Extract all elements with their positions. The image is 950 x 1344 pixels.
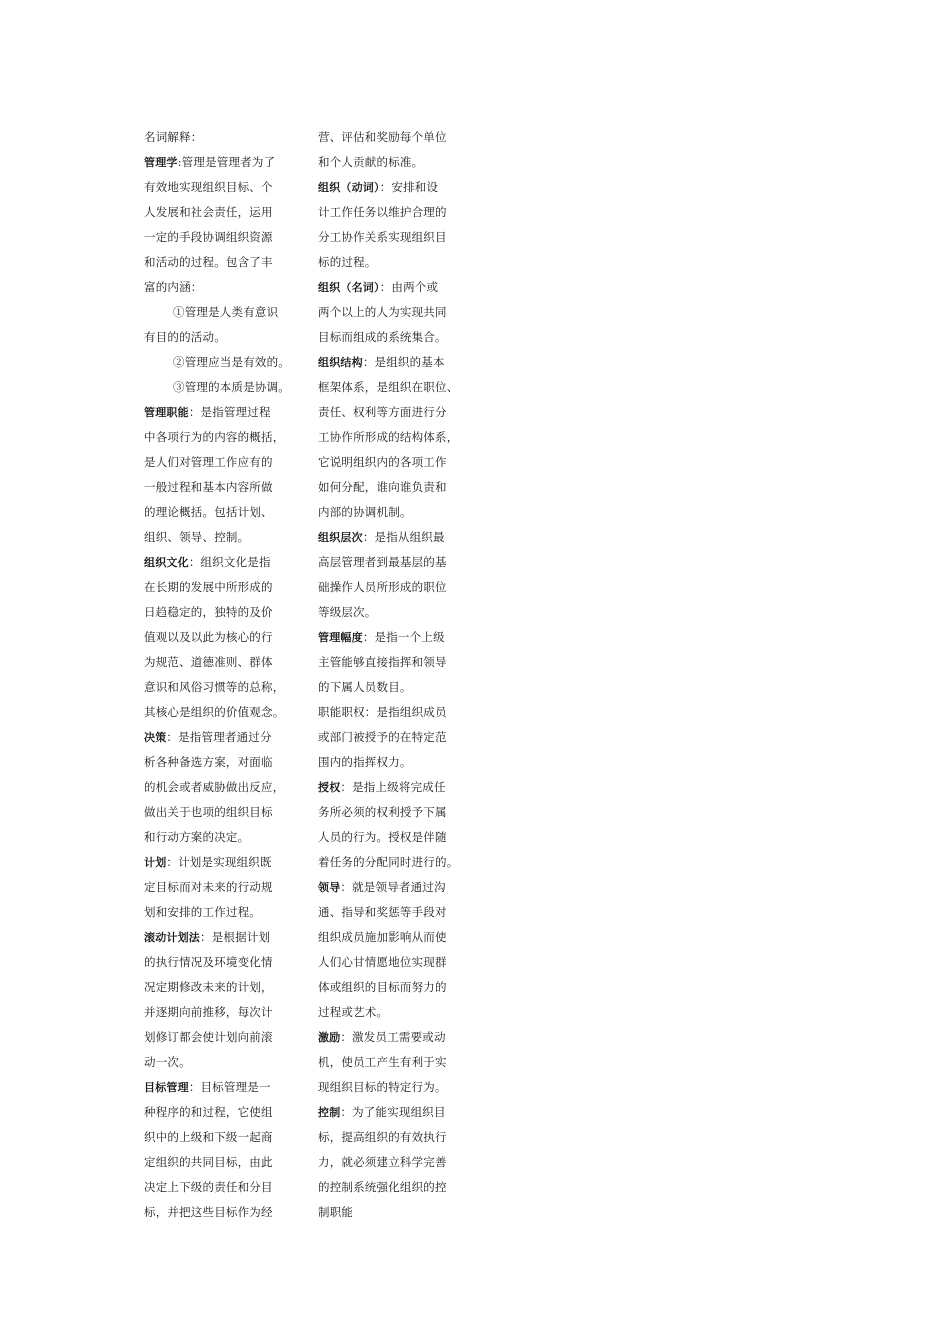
line-text: 名词解释： (144, 130, 203, 144)
text-line (144, 900, 304, 925)
line-text: 富的内涵： (144, 280, 203, 294)
line-text: 内部的协调机制。 (318, 505, 412, 519)
text-line (318, 1175, 468, 1200)
term-heading: 组织（名词） (318, 281, 380, 294)
line-text: 如何分配，谁向谁负责和 (318, 480, 447, 494)
line-text: 主管能够直接指挥和领导 (318, 655, 447, 669)
line-text: 做出关于也项的组织目标 (144, 805, 273, 819)
line-text: ：是指管理过程 (188, 405, 271, 419)
line-text: 一般过程和基本内容所做 (144, 480, 273, 494)
line-text: ③管理的本质是协调。 (173, 380, 290, 394)
line-text: 标，提高组织的有效执行 (318, 1130, 447, 1144)
line-text: ：是根据计划 (200, 930, 271, 944)
line-text: 其核心是组织的价值观念。 (144, 705, 285, 719)
text-line (144, 425, 304, 450)
text-line (144, 650, 304, 675)
line-text: 意识和风俗习惯等的总称， (144, 680, 285, 694)
line-text: 框架体系，是组织在职位、 (318, 380, 459, 394)
right-text-column (318, 125, 468, 1225)
text-line (144, 750, 304, 775)
line-text: 过程或艺术。 (318, 1005, 389, 1019)
term-heading: 组织（动词） (318, 181, 380, 194)
text-line (318, 675, 468, 700)
term-heading: 管理职能 (144, 406, 189, 419)
text-line (318, 425, 468, 450)
line-text: :管理是管理者为了 (177, 155, 276, 169)
text-line (318, 700, 468, 725)
line-text: ：安排和设 (379, 180, 439, 194)
text-line (318, 525, 468, 550)
text-line (144, 125, 304, 150)
line-text: 体或组织的目标而努力的 (318, 980, 447, 994)
text-line (144, 975, 304, 1000)
line-text: ②管理应当是有效的。 (173, 355, 290, 369)
line-text: ：就是领导者通过沟 (340, 880, 446, 894)
text-line (318, 600, 468, 625)
line-text: ：是指从组织最 (362, 530, 445, 544)
line-text: 划修订都会使计划向前滚 (144, 1030, 273, 1044)
line-text: 职能职权：是指组织成员 (318, 705, 447, 719)
line-text: 现组织目标的特定行为。 (318, 1080, 447, 1094)
term-heading: 组织层次 (318, 531, 363, 544)
term-heading: 授权 (318, 781, 341, 794)
line-text: 标的过程。 (318, 255, 377, 269)
line-text: ：目标管理是一 (188, 1080, 271, 1094)
text-line (144, 800, 304, 825)
line-text: 一定的手段协调组织资源 (144, 230, 273, 244)
line-text: 机，使员工产生有利于实 (318, 1055, 447, 1069)
text-line (318, 650, 468, 675)
line-text: 日趋稳定的，独特的及价 (144, 605, 273, 619)
text-line (318, 1025, 468, 1050)
text-line (144, 550, 304, 575)
text-line (144, 450, 304, 475)
line-text: 在长期的发展中所形成的 (144, 580, 273, 594)
line-text: 和行动方案的决定。 (144, 830, 250, 844)
left-text-column (144, 125, 304, 1225)
line-text: 的执行情况及环境变化情 (144, 955, 273, 969)
line-text: 务所必须的权利授予下属 (318, 805, 447, 819)
term-heading: 计划 (144, 856, 167, 869)
text-line (318, 775, 468, 800)
line-text: 工协作所形成的结构体系， (318, 430, 459, 444)
text-line (144, 200, 304, 225)
text-line (318, 125, 468, 150)
text-line (318, 550, 468, 575)
text-line (318, 250, 468, 275)
text-line (144, 350, 304, 375)
text-line (318, 850, 468, 875)
term-heading: 控制 (318, 1106, 341, 1119)
text-line (144, 675, 304, 700)
text-line (144, 1075, 304, 1100)
text-line (318, 225, 468, 250)
line-text: 和活动的过程。包含了丰 (144, 255, 273, 269)
text-line (318, 1200, 468, 1225)
line-text: 计工作任务以维护合理的 (318, 205, 447, 219)
text-line (318, 800, 468, 825)
line-text: 和个人贡献的标准。 (318, 155, 424, 169)
text-line (144, 625, 304, 650)
line-text: 力，就必须建立科学完善 (318, 1155, 447, 1169)
line-text: ①管理是人类有意识 (173, 305, 279, 319)
text-line (318, 625, 468, 650)
line-text: 通、指导和奖惩等手段对 (318, 905, 447, 919)
line-text: 值观以及以此为核心的行 (144, 630, 273, 644)
text-line (318, 725, 468, 750)
text-line (318, 500, 468, 525)
text-line (144, 825, 304, 850)
line-text: 有效地实现组织目标、个 (144, 180, 273, 194)
text-line (318, 375, 468, 400)
text-line (144, 250, 304, 275)
text-line (144, 1025, 304, 1050)
text-line (318, 400, 468, 425)
line-text: 围内的指挥权力。 (318, 755, 412, 769)
text-line (144, 575, 304, 600)
term-heading: 管理学 (144, 156, 178, 169)
text-line (318, 575, 468, 600)
text-line (318, 1075, 468, 1100)
line-text: ：组织文化是指 (188, 555, 271, 569)
line-text: 高层管理者到最基层的基 (318, 555, 447, 569)
text-line (144, 875, 304, 900)
text-line (144, 325, 304, 350)
text-line (318, 875, 468, 900)
text-line (318, 175, 468, 200)
term-heading: 滚动计划法 (144, 931, 200, 944)
line-text: ：激发员工需要或动 (340, 1030, 446, 1044)
text-line (318, 900, 468, 925)
text-line (144, 775, 304, 800)
line-text: 分工协作关系实现组织目 (318, 230, 447, 244)
text-line (144, 950, 304, 975)
line-text: 织中的上级和下级一起商 (144, 1130, 273, 1144)
text-line (144, 1100, 304, 1125)
text-line (144, 375, 304, 400)
line-text: 着任务的分配同时进行的。 (318, 855, 459, 869)
line-text: 两个以上的人为实现共同 (318, 305, 447, 319)
text-line (318, 350, 468, 375)
text-line (318, 150, 468, 175)
line-text: 或部门被授予的在特定范 (318, 730, 447, 744)
line-text: 标，并把这些目标作为经 (144, 1205, 273, 1219)
line-text: 组织成员施加影响从而使 (318, 930, 447, 944)
line-text: 是人们对管理工作应有的 (144, 455, 273, 469)
text-line (144, 500, 304, 525)
term-heading: 决策 (144, 731, 167, 744)
text-line (144, 400, 304, 425)
text-line (144, 275, 304, 300)
text-line (318, 825, 468, 850)
text-line (318, 1050, 468, 1075)
text-line (144, 1125, 304, 1150)
line-text: 它说明组织内的各项工作 (318, 455, 447, 469)
text-line (144, 1050, 304, 1075)
text-line (318, 325, 468, 350)
text-line (144, 175, 304, 200)
line-text: 制职能 (318, 1205, 354, 1219)
line-text: 营、评估和奖励每个单位 (318, 130, 447, 144)
text-line (144, 725, 304, 750)
text-line (144, 1150, 304, 1175)
line-text: 中各项行为的内容的概括， (144, 430, 285, 444)
text-line (144, 1175, 304, 1200)
line-text: 为规范、道德准则、群体 (144, 655, 273, 669)
line-text: 责任、权利等方面进行分 (318, 405, 447, 419)
text-line (318, 950, 468, 975)
text-line (144, 925, 304, 950)
line-text: 人发展和社会责任，运用 (144, 205, 273, 219)
line-text: 的理论概括。包括计划、 (144, 505, 273, 519)
text-line (318, 975, 468, 1000)
text-line (144, 300, 304, 325)
text-line (144, 525, 304, 550)
line-text: 的下属人员数目。 (318, 680, 412, 694)
line-text: 动一次。 (144, 1055, 191, 1069)
line-text: 况定期修改未来的计划， (144, 980, 273, 994)
text-line (144, 1200, 304, 1225)
text-line (144, 850, 304, 875)
line-text: 人们心甘情愿地位实现群 (318, 955, 447, 969)
text-line (318, 925, 468, 950)
text-line (318, 300, 468, 325)
text-line (318, 200, 468, 225)
text-line (318, 1150, 468, 1175)
line-text: ：是组织的基本 (362, 355, 445, 369)
text-line (318, 750, 468, 775)
term-heading: 目标管理 (144, 1081, 189, 1094)
text-line (144, 600, 304, 625)
line-text: 有目的的活动。 (144, 330, 226, 344)
line-text: 析各种备选方案，对面临 (144, 755, 273, 769)
text-line (144, 700, 304, 725)
term-heading: 激励 (318, 1031, 341, 1044)
text-line (318, 450, 468, 475)
text-line (318, 1000, 468, 1025)
line-text: 人员的行为。授权是伴随 (318, 830, 447, 844)
line-text: ：是指管理者通过分 (166, 730, 272, 744)
text-line (318, 1125, 468, 1150)
line-text: 决定上下级的责任和分目 (144, 1180, 273, 1194)
line-text: 定组织的共同目标，由此 (144, 1155, 273, 1169)
text-line (144, 475, 304, 500)
line-text: ：由两个或 (379, 280, 439, 294)
text-line (144, 1000, 304, 1025)
line-text: 的机会或者威胁做出反应， (144, 780, 285, 794)
line-text: 组织、领导、控制。 (144, 530, 250, 544)
line-text: ：为了能实现组织目 (340, 1105, 446, 1119)
line-text: 种程序的和过程，它使组 (144, 1105, 273, 1119)
line-text: ：是指上级将完成任 (340, 780, 446, 794)
line-text: 并逐期向前推移，每次计 (144, 1005, 273, 1019)
text-line (144, 150, 304, 175)
line-text: 的控制系统强化组织的控 (318, 1180, 447, 1194)
line-text: ：是指一个上级 (362, 630, 445, 644)
line-text: ：计划是实现组织既 (166, 855, 272, 869)
term-heading: 组织文化 (144, 556, 189, 569)
text-line (318, 1100, 468, 1125)
line-text: 划和安排的工作过程。 (144, 905, 261, 919)
text-line (318, 475, 468, 500)
line-text: 等级层次。 (318, 605, 377, 619)
term-heading: 组织结构 (318, 356, 363, 369)
line-text: 目标而组成的系统集合。 (318, 330, 447, 344)
term-heading: 管理幅度 (318, 631, 363, 644)
text-line (144, 225, 304, 250)
line-text: 础操作人员所形成的职位 (318, 580, 447, 594)
text-line (318, 275, 468, 300)
term-heading: 领导 (318, 881, 341, 894)
line-text: 定目标而对未来的行动规 (144, 880, 273, 894)
